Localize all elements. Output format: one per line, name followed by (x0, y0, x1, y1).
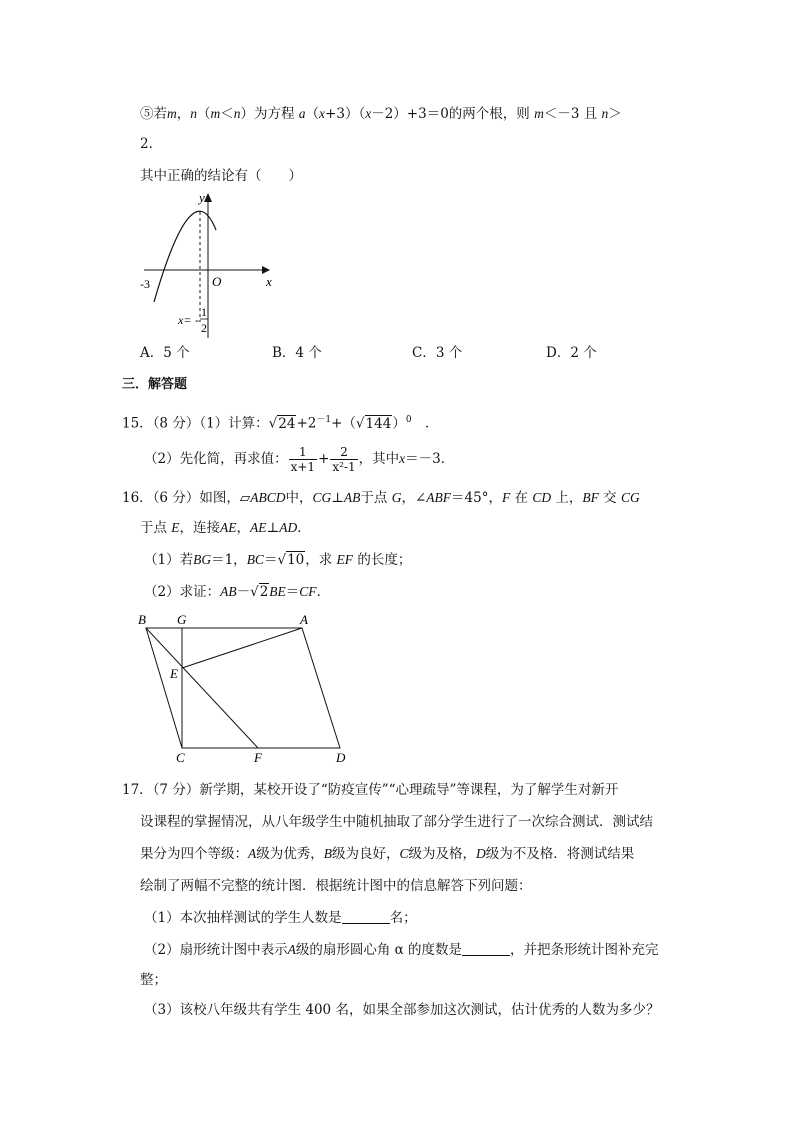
q14-item5-line2: 2． (140, 136, 163, 152)
symmetry-axis-label: x= (178, 313, 192, 327)
symmetry-frac-den: 2 (201, 321, 207, 335)
q15-line2: （2）先化简，再求值： $\frac{1}{x+1}$ + $\frac{2}{\text{x²-1}}$ ，其中x＝－3． (144, 445, 455, 474)
section-title: 三．解答题 (122, 377, 188, 392)
q16-part2: （2）求证：AB－√2BE＝CF． (144, 584, 331, 600)
label-b: B (138, 612, 146, 627)
q17-line1: 17．（7 分）新学期，某校开设了“防疫宣传”“心理疏导”等课程，为了解学生对新开 (122, 782, 619, 798)
label-d: D (336, 750, 346, 765)
q16-line2: 于点 E，连接AE，AE⊥AD． (140, 520, 311, 536)
segment-bf (146, 628, 258, 748)
q17-part3: （3）该校八年级共有学生 400 名，如果全部参加这次测试，估计优秀的人数为多少？ (144, 1002, 660, 1018)
q17-line4: 绘制了两幅不完整的统计图．根据统计图中的信息解答下列问题： (140, 878, 532, 894)
q14-item5-line1: ⑤若m，n（m＜n）为方程 a（x+3）（x－2）+3＝0的两个根，则 m＜－3 且 n＞ (140, 106, 622, 122)
x-intercept-label: -3 (140, 277, 150, 291)
parabola-graph (136, 190, 286, 340)
label-f: F (254, 750, 262, 765)
label-a: A (300, 612, 308, 627)
q17-line3: 果分为四个等级：A级为优秀，B级为良好，C级为及格，D级为不及格．将测试结果 (140, 846, 635, 862)
y-axis-arrow (204, 193, 212, 202)
fraction-1: $\frac{1}{x+1}$ (290, 445, 316, 474)
label-c: C (176, 750, 185, 765)
x-axis-arrow (262, 266, 270, 274)
q14-prompt: 其中正确的结论有（ ） (140, 168, 302, 184)
label-e: E (170, 666, 178, 681)
choice-a[interactable]: A．5 个 (140, 345, 190, 361)
y-axis-label: y (199, 190, 205, 205)
choice-b[interactable]: B．4 个 (272, 345, 322, 361)
q16-line1: 16．（6 分）如图，▱ABCD中，CG⊥AB于点 G，∠ABF＝45°，F 在 CD 上，BF 交 CG (122, 490, 640, 506)
label-g: G (177, 612, 187, 627)
answer-blank-1[interactable] (342, 909, 390, 924)
fraction-2: $\frac{2}{\text{x²-1}}$ (332, 445, 356, 474)
answer-blank-2[interactable] (462, 941, 510, 956)
q16-part1: （1）若BG＝1，BC＝√10，求 EF 的长度； (144, 552, 412, 568)
q17-part2: （2）扇形统计图中表示A级的扇形圆心角 α 的度数是 ，并把条形统计图补充完 (144, 942, 659, 958)
q17-part2-cont: 整； (140, 972, 167, 988)
parallelogram-figure (132, 608, 362, 768)
choice-c[interactable]: C．3 个 (412, 345, 463, 361)
choice-d[interactable]: D．2 个 (546, 345, 597, 361)
symmetry-frac-num: 1 (201, 305, 207, 319)
symmetry-axis-sign: - (195, 313, 199, 327)
q17-part1: （1）本次抽样测试的学生人数是 名； (144, 910, 417, 926)
origin-label: O (212, 274, 222, 289)
q17-line2: 设课程的掌握情况，从八年级学生中随机抽取了部分学生进行了一次综合测试．测试结 (140, 814, 653, 830)
segment-ae (182, 628, 302, 668)
parallelogram-abcd (146, 628, 340, 748)
parabola-curve (154, 211, 216, 302)
q15-line1: 15．（8 分）（1）计算：$√24+2^{-1}+(√144)^0$ ． (122, 415, 439, 432)
x-axis-label: x (266, 274, 272, 289)
